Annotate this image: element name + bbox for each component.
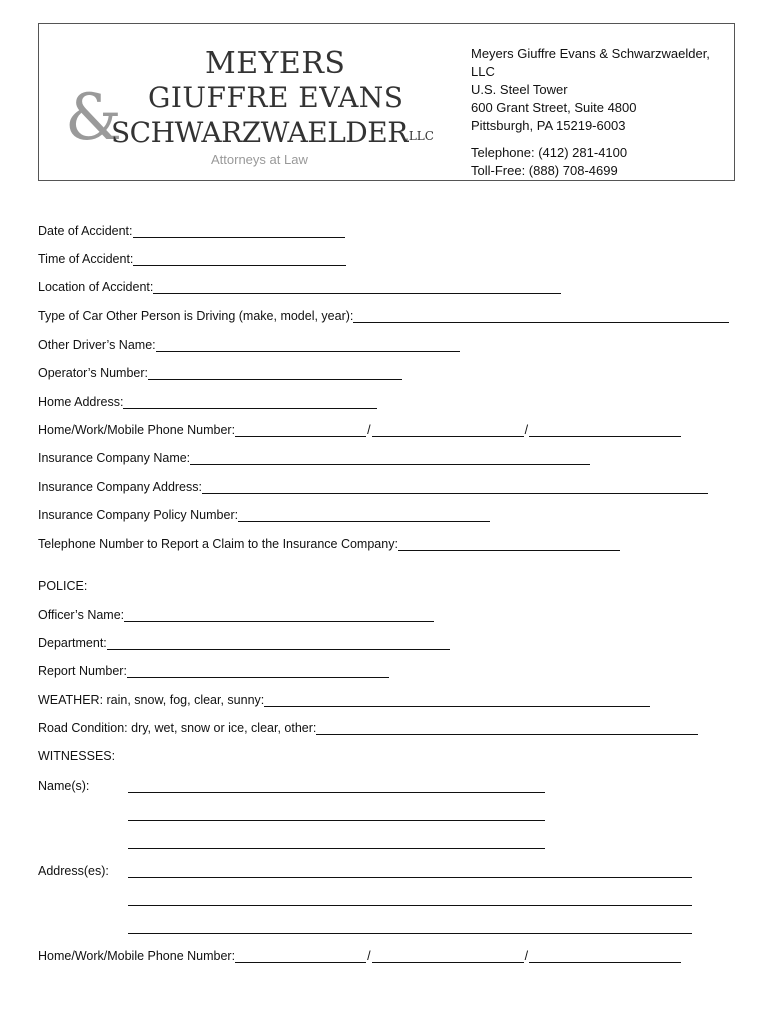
witness-work-phone-input[interactable]: [372, 951, 524, 963]
logo-tagline: Attorneys at Law: [211, 152, 308, 167]
witness-address-line-3[interactable]: [128, 933, 692, 934]
home-phone-input[interactable]: [235, 425, 366, 437]
logo-line-giuffre-evans: GIUFFRE EVANS: [148, 81, 404, 114]
field-witness-phone-numbers: [38, 949, 681, 963]
policy-number-input[interactable]: [238, 510, 490, 522]
logo-line-meyers: MEYERS: [205, 46, 346, 81]
field-time-of-accident: [38, 252, 346, 266]
witness-addresses-label: Address(es):: [38, 864, 109, 878]
phone-separator: /: [367, 949, 371, 963]
field-label: Insurance Company Policy Number:: [38, 508, 239, 522]
witness-home-phone-input[interactable]: [235, 951, 366, 963]
firm-street: 600 Grant Street, Suite 4800: [471, 100, 637, 115]
field-location-of-accident: [38, 280, 561, 294]
letterhead-box: [38, 23, 735, 181]
other-driver-name-input[interactable]: [156, 340, 460, 352]
field-other-driver-name: [38, 338, 460, 352]
field-label: Road Condition: dry, wet, snow or ice, clear, other:: [38, 721, 317, 735]
logo-llc: ,LLC: [405, 129, 434, 143]
work-phone-input[interactable]: [372, 425, 524, 437]
date-of-accident-input[interactable]: [133, 226, 345, 238]
field-label: Time of Accident:: [38, 252, 134, 266]
operator-number-input[interactable]: [148, 368, 402, 380]
witness-names-label: Name(s):: [38, 779, 90, 793]
field-label: Date of Accident:: [38, 224, 133, 238]
field-label: Report Number:: [38, 664, 127, 678]
field-label: Home Address:: [38, 395, 124, 409]
field-label: WEATHER: rain, snow, fog, clear, sunny:: [38, 693, 265, 707]
logo-line-schwarzwaelder: SCHWARZWAELDER: [111, 116, 408, 149]
field-claim-phone: [38, 537, 620, 551]
phone-separator: /: [367, 423, 371, 437]
witness-address-line-2[interactable]: [128, 905, 692, 906]
time-of-accident-input[interactable]: [133, 254, 346, 266]
field-report-number: [38, 664, 389, 678]
field-road-condition: [38, 721, 698, 735]
field-policy-number: [38, 508, 490, 522]
field-label: Officer’s Name:: [38, 608, 125, 622]
field-insurance-company-name: [38, 451, 590, 465]
location-of-accident-input[interactable]: [153, 282, 561, 294]
firm-city: Pittsburgh, PA 15219-6003: [471, 118, 626, 133]
field-car-type: [38, 309, 729, 323]
firm-logo: [65, 46, 445, 171]
firm-telephone: Telephone: (412) 281-4100: [471, 145, 628, 160]
logo-ampersand: &: [65, 81, 122, 155]
officer-name-input[interactable]: [124, 610, 434, 622]
claim-phone-input[interactable]: [398, 539, 620, 551]
field-label: Insurance Company Name:: [38, 451, 191, 465]
firm-building: U.S. Steel Tower: [471, 82, 568, 97]
field-label: Insurance Company Address:: [38, 480, 202, 494]
firm-contact-info: [471, 45, 734, 180]
witnesses-heading: WITNESSES:: [38, 749, 116, 763]
field-department: [38, 636, 450, 650]
report-number-input[interactable]: [127, 666, 389, 678]
witness-mobile-phone-input[interactable]: [529, 951, 681, 963]
field-label: Location of Accident:: [38, 280, 154, 294]
road-condition-input[interactable]: [316, 723, 698, 735]
witness-name-line-2[interactable]: [128, 820, 545, 821]
phone-separator: /: [524, 949, 529, 963]
witness-name-line-3[interactable]: [128, 848, 545, 849]
field-label: Home/Work/Mobile Phone Number:: [38, 949, 236, 963]
field-label: Telephone Number to Report a Claim to the Insurance Company:: [38, 537, 398, 551]
insurance-company-address-input[interactable]: [202, 482, 708, 494]
field-date-of-accident: [38, 224, 345, 238]
field-phone-numbers: [38, 423, 681, 437]
field-weather: [38, 693, 650, 707]
firm-tollfree: Toll-Free: (888) 708-4699: [471, 163, 618, 178]
field-label: Department:: [38, 636, 107, 650]
phone-separator: /: [524, 423, 529, 437]
home-address-input[interactable]: [123, 397, 377, 409]
field-label: Operator’s Number:: [38, 366, 148, 380]
car-type-input[interactable]: [353, 311, 729, 323]
insurance-company-name-input[interactable]: [190, 453, 590, 465]
field-label: Other Driver’s Name:: [38, 338, 156, 352]
witness-name-line-1[interactable]: [128, 792, 545, 793]
field-officer-name: [38, 608, 434, 622]
field-label: Home/Work/Mobile Phone Number:: [38, 423, 236, 437]
field-home-address: [38, 395, 377, 409]
department-input[interactable]: [107, 638, 450, 650]
field-label: Type of Car Other Person is Driving (make, model, year):: [38, 309, 354, 323]
police-heading: POLICE:: [38, 579, 88, 593]
field-operator-number: [38, 366, 402, 380]
firm-name: Meyers Giuffre Evans & Schwarzwaelder, LLC: [471, 46, 710, 79]
field-insurance-company-address: [38, 480, 708, 494]
witness-address-line-1[interactable]: [128, 877, 692, 878]
mobile-phone-input[interactable]: [529, 425, 681, 437]
weather-input[interactable]: [264, 695, 650, 707]
